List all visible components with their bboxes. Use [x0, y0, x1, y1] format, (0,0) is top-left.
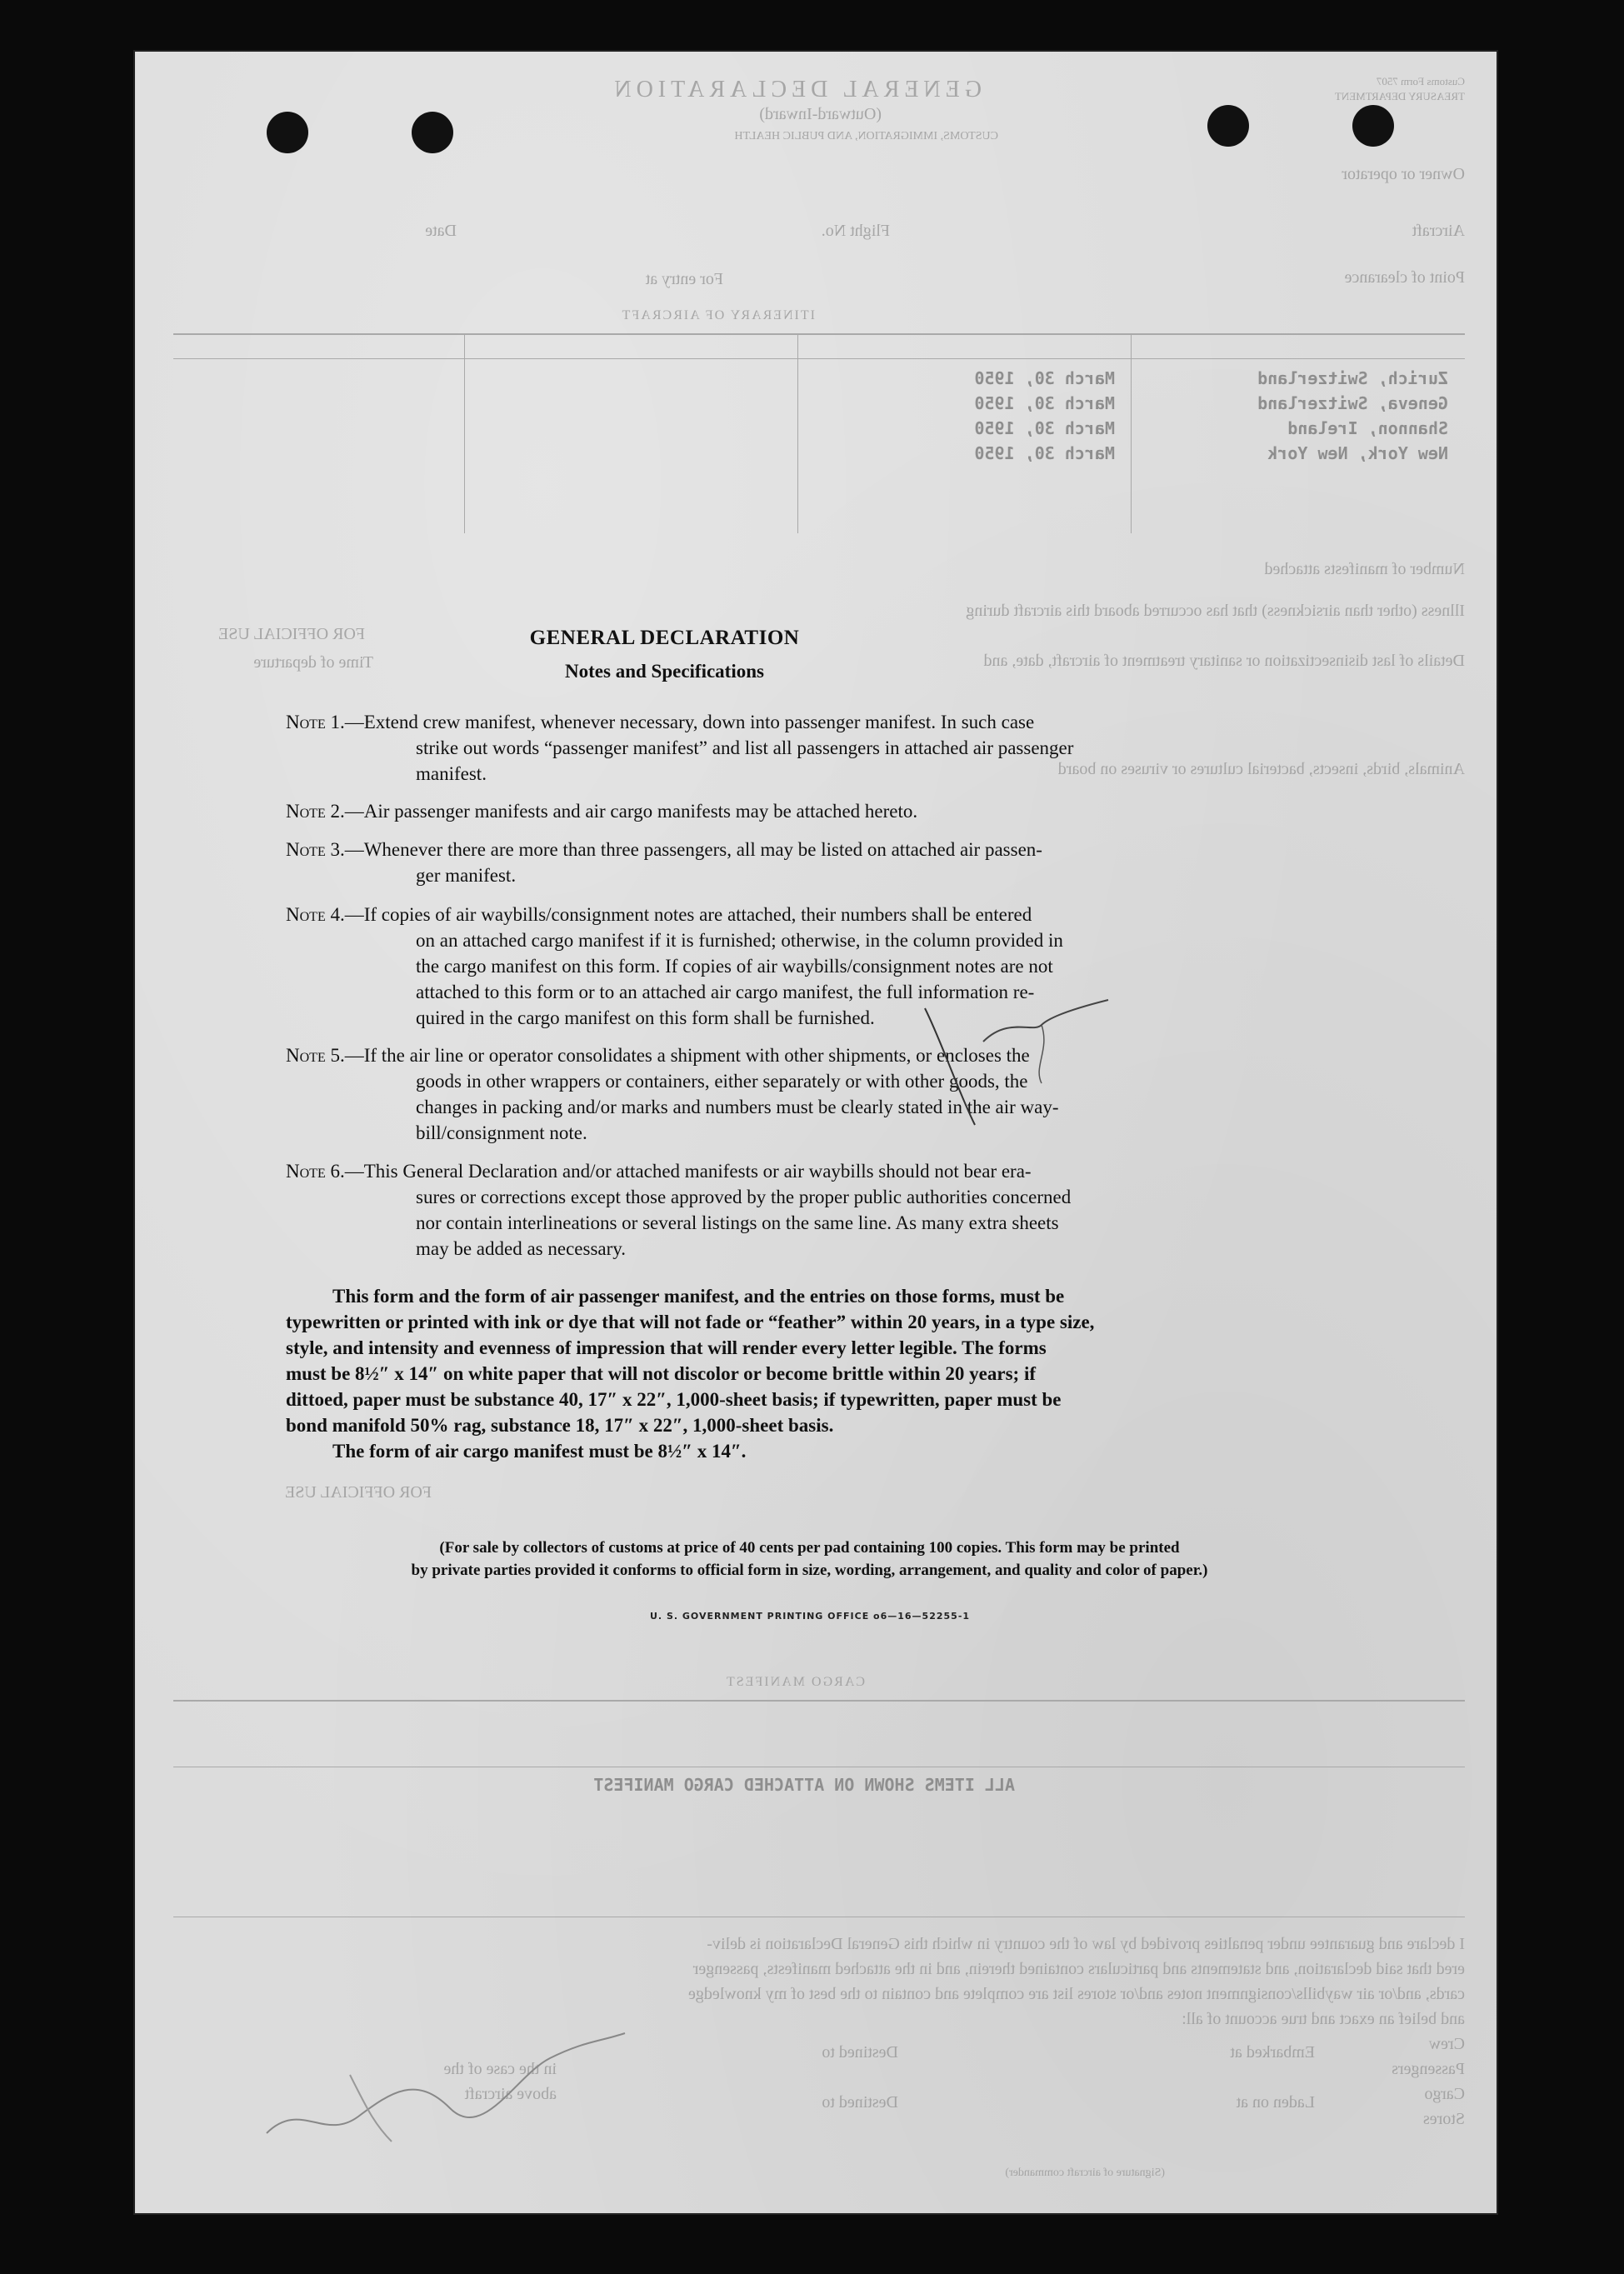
note-label: Note 5. — [286, 1045, 345, 1066]
note-text: bill/consignment note. — [416, 1122, 587, 1143]
note-text: changes in packing and/or marks and numbers must be clearly stated in the air way- — [416, 1097, 1059, 1117]
note-text: strike out words “passenger manifest” and list all passengers in attached air passenger — [416, 737, 1074, 758]
note-5 — [286, 1042, 1333, 1146]
signature-mark — [250, 2025, 633, 2158]
note-text: goods in other wrappers or containers, either separately or with other goods, the — [416, 1071, 1028, 1092]
sale-note-line: by private parties provided it conforms to official form in size, wording, arrangement, and quality and color of paper.) — [411, 1562, 1208, 1579]
sale-note — [286, 1537, 1333, 1582]
note-3 — [286, 837, 1333, 888]
printing-office-line: U. S. GOVERNMENT PRINTING OFFICE o6—16—52255-1 — [650, 1611, 971, 1622]
handwritten-mark — [917, 992, 1117, 1133]
note-text: —This General Declaration and/or attached manifests or air waybills should not bear era- — [344, 1161, 1032, 1182]
paragraph-line: style, and intensity and evenness of impression that will render every letter legible. The forms — [286, 1337, 1047, 1358]
paragraph-line: The form of air cargo manifest must be 8½″ x 14″. — [332, 1441, 747, 1462]
paragraph-line: must be 8½″ x 14″ on white paper that will not discolor or become brittle within 20 years; if — [286, 1363, 1036, 1384]
note-text: ger manifest. — [416, 865, 517, 886]
note-text: —Whenever there are more than three passengers, all may be listed on attached air passen- — [344, 839, 1042, 860]
paragraph-line: This form and the form of air passenger manifest, and the entries on those forms, must be — [332, 1286, 1065, 1307]
note-1 — [286, 709, 1333, 787]
note-4 — [286, 902, 1333, 1031]
bleed-through-reverse: GENERAL DECLARATION (Outward-Inward) CUSTOMS, IMMIGRATION, AND PUBLIC HEALTH Customs Form 7507 TREASURY DEPARTMENT Owner or operator Aircraft Point of clearance Flight No. Date For entry at ITINERARY OF AIRCRAFT Zurich, Switzerland Geneva, Switzerland Shannon, Ireland New York, New York March 30, 1950 March 30, 1950 March 30, 1950 March 30, 1950 Number of manifests attached Illness (other than airsickness) that has occurred aboard this aircraft during Details of last disinsectization or sanitary treatment of aircraft, date, and Animals, birds, insects, bacterial cultures or viruses on board FOR OFFICIAL USE Time of departure FOR OFFICIAL USE CARGO MANIFEST ALL ITEMS SHOWN ON ATTACHED CARGO MANIFEST I declare and guarantee under penalties provided by law of the country in which this General Declaration is deliv- ered that said declaration, and statements and particulars contained therein, and in the attached manifests, passenger cards, and/or air waybills/consignment notes and/or stores list are complete and contain to the best of my knowledge and belief an exact and true account of all: Crew Passengers Cargo Stores Embarked at Laden on at Destined to Destined to in the case of the above aircraft (Signature of aircraft commander) — [133, 50, 1498, 2215]
page-title: GENERAL DECLARATION — [529, 627, 800, 649]
note-label: Note 2. — [286, 801, 345, 822]
note-label: Note 3. — [286, 839, 345, 860]
note-text: on an attached cargo manifest if it is furnished; otherwise, in the column provided in — [416, 930, 1063, 951]
paragraph-line: dittoed, paper must be substance 40, 17″ x 22″, 1,000-sheet basis; if typewritten, paper must be — [286, 1389, 1062, 1410]
note-text: —If the air line or operator consolidates a shipment with other shipments, or encloses the — [344, 1045, 1030, 1066]
note-text: sures or corrections except those approved by the proper public authorities concerned — [416, 1187, 1072, 1207]
note-text: nor contain interlineations or several listings on the same line. As many extra sheets — [416, 1212, 1059, 1233]
note-text: attached to this form or to an attached air cargo manifest, the full information re- — [416, 982, 1035, 1002]
note-text: manifest. — [416, 763, 487, 784]
page-subtitle: Notes and Specifications — [565, 661, 764, 682]
paragraph-line: bond manifold 50% rag, substance 18, 17″ x 22″, 1,000-sheet basis. — [286, 1415, 834, 1436]
note-6 — [286, 1158, 1333, 1262]
note-text: —If copies of air waybills/consignment notes are attached, their numbers shall be entered — [344, 904, 1032, 925]
note-text: quired in the cargo manifest on this form shall be furnished. — [416, 1007, 875, 1028]
note-2 — [286, 798, 1333, 824]
note-text: —Extend crew manifest, whenever necessary, down into passenger manifest. In such case — [344, 712, 1035, 732]
sale-note-line: (For sale by collectors of customs at price of 40 cents per pad containing 100 copies. This form may be printed — [439, 1539, 1180, 1557]
note-text: the cargo manifest on this form. If copies of air waybills/consignment notes are not — [416, 956, 1053, 977]
note-text: may be added as necessary. — [416, 1238, 627, 1259]
paragraph-line: typewritten or printed with ink or dye that will not fade or “feather” within 20 years, in a type size, — [286, 1312, 1095, 1332]
note-label: Note 1. — [286, 712, 345, 732]
note-label: Note 6. — [286, 1161, 345, 1182]
note-text: —Air passenger manifests and air cargo manifests may be attached hereto. — [344, 801, 918, 822]
note-label: Note 4. — [286, 904, 345, 925]
form-requirements-paragraph — [286, 1283, 1333, 1464]
